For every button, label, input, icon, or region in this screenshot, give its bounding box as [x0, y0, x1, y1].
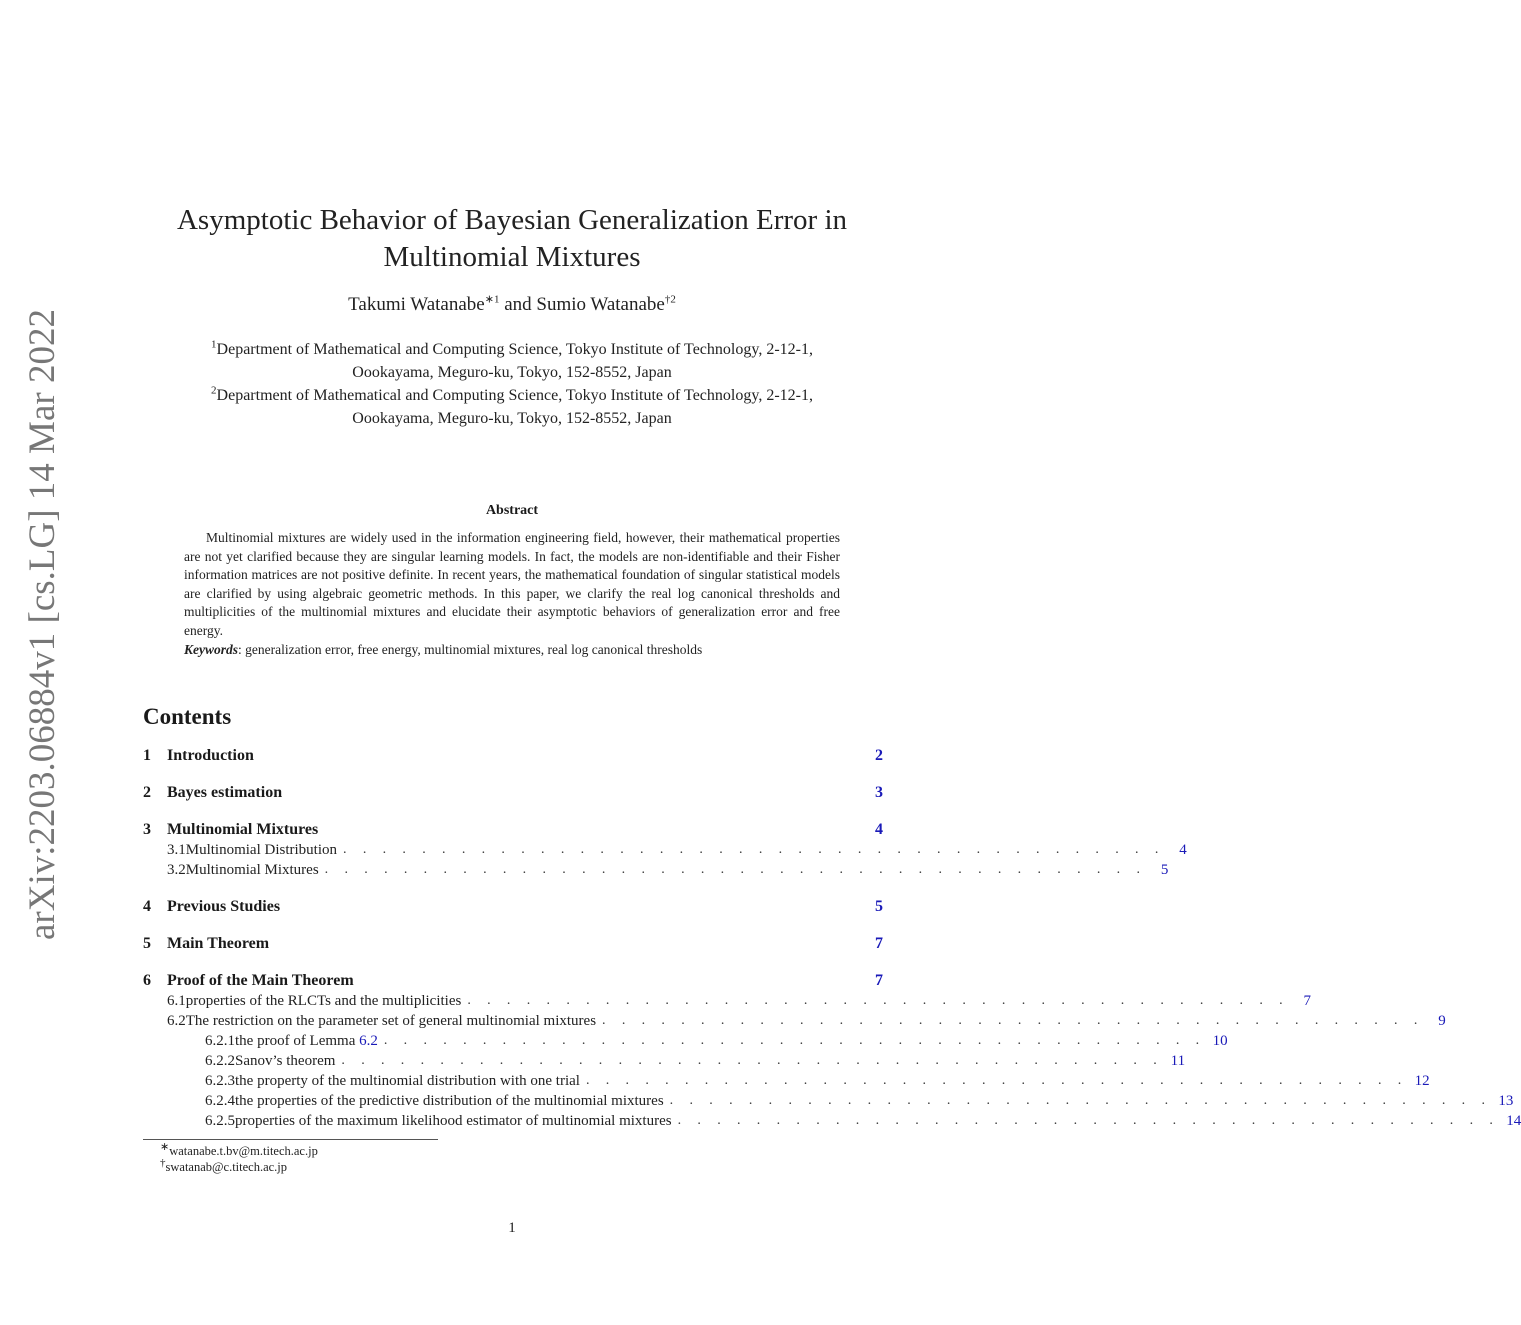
toc-page-link[interactable]: 5	[1160, 862, 1169, 878]
toc-section-1[interactable]	[143, 746, 883, 766]
toc-number: 6.1	[167, 993, 186, 1009]
toc-page-link[interactable]: 12	[1414, 1073, 1430, 1089]
author-1: Takumi Watanabe	[348, 294, 485, 315]
toc-title: Sanov’s theorem	[235, 1053, 336, 1069]
author-2: Sumio Watanabe	[536, 294, 665, 315]
toc-title: properties of the RLCTs and the multiplicities	[185, 993, 462, 1009]
affiliation-1-line-1	[150, 338, 874, 361]
toc-number: 6.2.4	[205, 1093, 235, 1109]
toc-number: 6.2.5	[205, 1113, 235, 1129]
toc-subsubsection-6-2-1[interactable]: 6.2.1 the proof of Lemma 6.2 . . . . . . . . . . . . . . . . . . . . . . . . . . . . . . . . . . . . . . . . . . 10	[205, 1033, 1228, 1049]
footnote-rule	[143, 1139, 438, 1140]
footnote-2-mark: †	[160, 1156, 166, 1169]
toc-page-link[interactable]: 3	[875, 784, 883, 801]
toc-title	[235, 1031, 378, 1051]
affiliation-2-mark: 2	[211, 384, 217, 397]
toc-title-text: the proof of Lemma	[235, 1033, 360, 1049]
toc-section-4[interactable]	[143, 897, 883, 917]
affiliation-2-line-1	[150, 384, 874, 407]
toc-title: the property of the multinomial distribution with one trial	[235, 1073, 580, 1089]
toc-page-link[interactable]: 7	[1303, 993, 1312, 1009]
toc-number: 3	[143, 821, 151, 838]
toc-title: Bayes estimation	[167, 784, 283, 801]
toc-subsubsection-6-2-4[interactable]: 6.2.4 the properties of the predictive distribution of the multinomial mixtures . . . . . . . . . . . . . . . . . . . . . . . . . . . . . . . . . . . . . . . . . . 13	[205, 1093, 1514, 1109]
abstract-body	[184, 529, 840, 659]
toc-subsubsection-6-2-5[interactable]: 6.2.5 properties of the maximum likelihood estimator of multinomial mixtures . . . . . . . . . . . . . . . . . . . . . . . . . . . . . . . . . . . . . . . . . . 14	[205, 1113, 1521, 1129]
abstract-heading: Abstract	[485, 503, 539, 518]
toc-section-2[interactable]	[143, 783, 883, 803]
toc-title: Multinomial Mixtures	[167, 821, 319, 838]
toc-number: 6.2	[167, 1013, 186, 1029]
toc-number: 2	[143, 784, 151, 801]
toc-page-link[interactable]: 4	[1179, 842, 1187, 858]
arxiv-stamp: arXiv:2203.06884v1 [cs.LG] 14 Mar 2022	[22, 309, 63, 940]
keywords-text: : generalization error, free energy, multinomial mixtures, real log canonical thresholds	[238, 641, 703, 657]
toc-number: 5	[143, 935, 151, 952]
toc-number: 6.2.3	[205, 1073, 235, 1089]
toc-number: 1	[143, 747, 151, 764]
toc-subsubsection-6-2-3[interactable]: 6.2.3 the property of the multinomial distribution with one trial . . . . . . . . . . . . . . . . . . . . . . . . . . . . . . . . . . . . . . . . . . 12	[205, 1073, 1430, 1089]
footnote-1	[160, 1140, 318, 1159]
affiliation-1-mark: 1	[211, 338, 217, 351]
affiliation-2-text: Department of Mathematical and Computing Science, Tokyo Institute of Technology, 2-12-1,	[216, 387, 813, 404]
toc-title: Multinomial Mixtures	[185, 862, 319, 878]
toc-page-link[interactable]: 4	[875, 821, 883, 838]
author-1-mark: ∗1	[484, 293, 500, 306]
toc-section-3[interactable]	[143, 820, 883, 840]
toc-number: 6.2.2	[205, 1053, 235, 1069]
toc-page-link[interactable]: 7	[875, 935, 883, 952]
affiliations	[150, 338, 874, 430]
author-2-mark: †2	[664, 293, 676, 306]
footnote-2-email: swatanab@c.titech.ac.jp	[165, 1160, 288, 1174]
toc-title: The restriction on the parameter set of general multinomial mixtures	[185, 1013, 597, 1029]
affiliation-1-line-2: Oookayama, Meguro-ku, Tokyo, 152-8552, Japan	[352, 364, 672, 381]
abstract-text: Multinomial mixtures are widely used in the information engineering field, however, their mathematical properties are not yet clarified because they are singular learning models. In fact, the models are non-identifiable and their Fisher information matrices are not positive definite. In recent years, the mathematical foundation of singular statistical models are clarified by using algebraic geometric methods. In this paper, we clarify the real log canonical thresholds and multiplicities of the multinomial mixtures and elucidate their asymptotic behaviors of generalization error and free energy.	[184, 530, 840, 638]
author-conjunction: and	[504, 294, 532, 315]
contents-heading: Contents	[143, 704, 232, 729]
toc-title: Introduction	[167, 747, 254, 764]
toc-title: Previous Studies	[167, 898, 281, 915]
title-line-1: Asymptotic Behavior of Bayesian Generalization Error in	[176, 204, 848, 236]
footnote-2	[160, 1156, 288, 1175]
keywords-label: Keywords	[184, 641, 238, 657]
toc-page-link[interactable]: 11	[1170, 1053, 1186, 1069]
toc-subsection-3-2[interactable]: 3.2 Multinomial Mixtures . . . . . . . . . . . . . . . . . . . . . . . . . . . . . . . . . . . . . . . . . . 5	[167, 862, 1169, 878]
toc-title: the properties of the predictive distribution of the multinomial mixtures	[235, 1093, 664, 1109]
toc-subsection-3-1[interactable]: 3.1 Multinomial Distribution . . . . . . . . . . . . . . . . . . . . . . . . . . . . . . . . . . . . . . . . . . 4	[167, 842, 1187, 858]
toc-number: 6.2.1	[205, 1033, 235, 1049]
toc-title: Proof of the Main Theorem	[167, 972, 354, 989]
toc-title: properties of the maximum likelihood estimator of multinomial mixtures	[235, 1113, 672, 1129]
footnote-1-mark: ∗	[160, 1140, 170, 1153]
toc-subsection-6-1[interactable]: 6.1 properties of the RLCTs and the multiplicities . . . . . . . . . . . . . . . . . . . . . . . . . . . . . . . . . . . . . . . . . . 7	[167, 993, 1312, 1009]
footnote-1-email: watanabe.t.bv@m.titech.ac.jp	[169, 1144, 318, 1158]
toc-page-link[interactable]: 14	[1506, 1113, 1521, 1129]
affiliation-1-text: Department of Mathematical and Computing Science, Tokyo Institute of Technology, 2-12-1,	[216, 341, 813, 358]
toc-page-link[interactable]: 9	[1438, 1013, 1446, 1029]
toc-section-6[interactable]	[143, 971, 883, 991]
toc-page-link[interactable]: 2	[875, 747, 883, 764]
page-number: 1	[508, 1220, 516, 1236]
toc-page-link[interactable]: 13	[1498, 1093, 1514, 1109]
toc-number: 6	[143, 972, 151, 989]
author-list	[150, 294, 874, 316]
toc-number: 4	[143, 898, 151, 915]
lemma-ref-link[interactable]: 6.2	[359, 1033, 378, 1049]
paper-title	[150, 202, 874, 276]
toc-subsection-6-2[interactable]: 6.2 The restriction on the parameter set of general multinomial mixtures . . . . . . . . . . . . . . . . . . . . . . . . . . . . . . . . . . . . . . . . . . 9	[167, 1013, 1446, 1029]
toc-section-5[interactable]	[143, 934, 883, 954]
toc-page-link[interactable]: 5	[875, 898, 883, 915]
toc-subsubsection-6-2-2[interactable]: 6.2.2 Sanov’s theorem . . . . . . . . . . . . . . . . . . . . . . . . . . . . . . . . . . . . . . . . . . 11	[205, 1053, 1186, 1069]
keywords-line	[184, 641, 840, 660]
toc-number: 3.1	[167, 842, 186, 858]
toc-page-link[interactable]: 10	[1212, 1033, 1228, 1049]
toc-page-link[interactable]: 7	[875, 972, 883, 989]
toc-number: 3.2	[167, 862, 186, 878]
title-line-2: Multinomial Mixtures	[383, 241, 641, 273]
toc-title: Main Theorem	[167, 935, 270, 952]
toc-title: Multinomial Distribution	[185, 842, 338, 858]
affiliation-2-line-2: Oookayama, Meguro-ku, Tokyo, 152-8552, Japan	[352, 410, 672, 427]
table-of-contents	[143, 746, 1521, 1131]
